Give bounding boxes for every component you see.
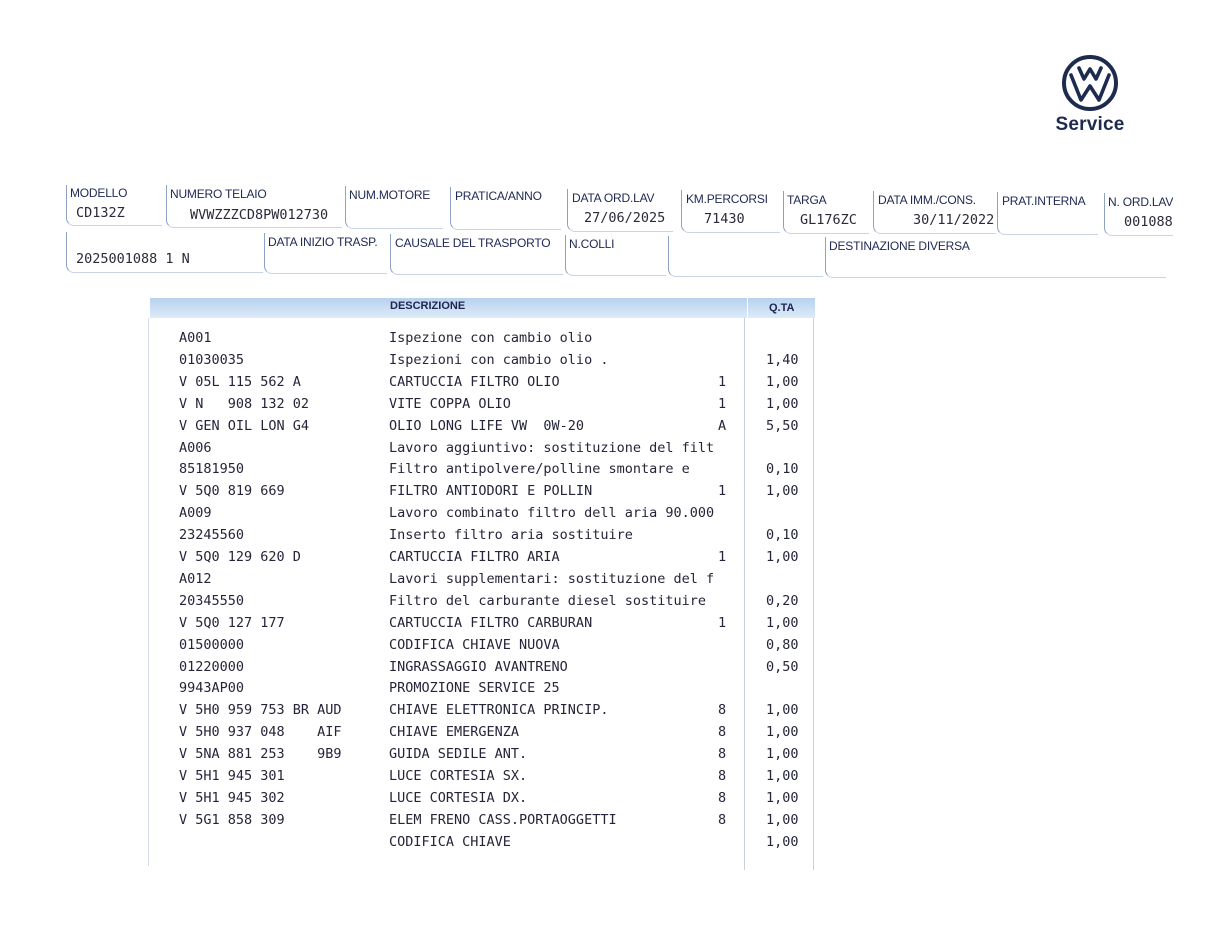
- row-description: VITE COPPA OLIO: [389, 395, 511, 412]
- row-code: V 5Q0 819 669: [179, 483, 285, 500]
- data-imm-cons-label: DATA IMM./CONS.: [878, 193, 976, 207]
- row-quantity: 1,40: [766, 351, 799, 368]
- row-description: LUCE CORTESIA SX.: [389, 768, 528, 784]
- row-description: CHIAVE EMERGENZA: [389, 724, 520, 741]
- row-description: CODIFICA CHIAVE: [389, 833, 511, 850]
- brand-text: Service: [1055, 114, 1125, 135]
- row-quantity: 5,50: [766, 417, 799, 434]
- data-imm-cons-value: 30/11/2022: [913, 212, 995, 228]
- row-code: 01030035: [179, 351, 245, 368]
- row-flag: 1: [718, 483, 727, 500]
- brand-logo: [1050, 55, 1130, 136]
- row-description: CHIAVE ELETTRONICA PRINCIP.: [389, 702, 609, 719]
- row-code: 23245560: [179, 527, 245, 544]
- data-ord-lav-label: DATA ORD.LAV: [572, 191, 655, 205]
- row-description: Ispezioni con cambio olio .: [389, 351, 609, 368]
- row-quantity: 0,20: [766, 592, 799, 609]
- descrizione-header: DESCRIZIONE: [390, 300, 466, 312]
- table-row: [0, 680, 1221, 702]
- table-row: [0, 812, 1221, 834]
- table-row: [0, 440, 1221, 462]
- row-description: CARTUCCIA FILTRO ARIA: [389, 549, 560, 565]
- table-row: [0, 571, 1221, 593]
- row-description: ELEM FRENO CASS.PORTAOGGETTI: [389, 811, 617, 828]
- row-description: Filtro del carburante diesel sostituire: [389, 592, 706, 609]
- row-quantity: 0,10: [766, 527, 799, 544]
- row-flag: 1: [718, 549, 727, 565]
- row-flag: 1: [718, 373, 727, 390]
- row-quantity: 1,00: [766, 483, 799, 500]
- table-row: [0, 637, 1221, 659]
- row-description: INGRASSAGGIO AVANTRENO: [389, 658, 568, 675]
- table-row: [0, 483, 1221, 505]
- row-quantity: 1,00: [766, 768, 799, 784]
- row-code: 01220000: [179, 658, 245, 675]
- destinazione-diversa-label: DESTINAZIONE DIVERSA: [829, 239, 970, 253]
- row-code: V 5NA 881 253 9B9: [179, 746, 342, 763]
- table-row: [0, 374, 1221, 396]
- n-ord-lav-value: 001088: [1124, 214, 1173, 230]
- table-row: [0, 724, 1221, 746]
- row-description: Ispezione con cambio olio: [389, 330, 593, 346]
- table-row: [0, 768, 1221, 790]
- table-row: [0, 834, 1221, 856]
- modello-value: CD132Z: [76, 205, 125, 221]
- row-quantity: 1,00: [766, 373, 799, 390]
- row-flag: 8: [718, 746, 727, 763]
- row-code: V 5Q0 129 620 D: [179, 549, 301, 565]
- targa-label: TARGA: [787, 193, 827, 207]
- row-quantity: 0,50: [766, 658, 799, 675]
- row-code: V 05L 115 562 A: [179, 373, 301, 390]
- row-description: FILTRO ANTIODORI E POLLIN: [389, 483, 593, 500]
- table-row: [0, 615, 1221, 637]
- row-quantity: 0,10: [766, 461, 799, 478]
- row-code: V 5H1 945 302: [179, 789, 285, 806]
- vw-logo-icon: [1062, 55, 1118, 111]
- row-description: CARTUCCIA FILTRO OLIO: [389, 373, 560, 390]
- row-code: V N 908 132 02: [179, 395, 310, 412]
- row-code: A001: [179, 330, 212, 346]
- table-row: [0, 593, 1221, 615]
- table-row: [0, 549, 1221, 571]
- row-quantity: 1,00: [766, 811, 799, 828]
- row-description: LUCE CORTESIA DX.: [389, 789, 528, 806]
- row-flag: A: [718, 417, 727, 434]
- row-description: OLIO LONG LIFE VW 0W-20: [389, 417, 585, 434]
- row-flag: 8: [718, 768, 727, 784]
- row-quantity: 1,00: [766, 395, 799, 412]
- table-row: [0, 330, 1221, 352]
- row-quantity: 1,00: [766, 746, 799, 763]
- targa-value: GL176ZC: [800, 212, 857, 228]
- row-flag: 8: [718, 702, 727, 719]
- empty-transport-cell: [668, 236, 823, 277]
- km-percorsi-label: KM.PERCORSI: [686, 192, 768, 206]
- row-description: Filtro antipolvere/polline smontare e: [389, 461, 690, 478]
- row-description: GUIDA SEDILE ANT.: [389, 746, 528, 763]
- data-inizio-trasp-label: DATA INIZIO TRASP.: [268, 235, 378, 249]
- table-row: [0, 396, 1221, 418]
- row-quantity: 1,00: [766, 614, 799, 631]
- km-percorsi-value: 71430: [704, 211, 745, 227]
- row-code: 01500000: [179, 636, 245, 653]
- row-quantity: 1,00: [766, 724, 799, 741]
- data-ord-lav-value: 27/06/2025: [584, 210, 666, 226]
- row-code: V 5Q0 127 177: [179, 614, 285, 631]
- n-ord-lav-label: N. ORD.LAV: [1108, 195, 1174, 209]
- numero-telaio-label: NUMERO TELAIO: [170, 187, 267, 201]
- numero-telaio-value: WVWZZZCD8PW012730: [190, 207, 329, 223]
- row-quantity: 1,00: [766, 789, 799, 806]
- causale-trasporto-label: CAUSALE DEL TRASPORTO: [395, 236, 551, 250]
- table-row: [0, 418, 1221, 440]
- row-code: V GEN OIL LON G4: [179, 417, 310, 434]
- table-row: [0, 790, 1221, 812]
- row-description: Lavori supplementari: sostituzione del f: [389, 570, 715, 587]
- row-flag: 8: [718, 789, 727, 806]
- row-description: Lavoro aggiuntivo: sostituzione del filt: [389, 439, 715, 456]
- pratica-anno-label: PRATICA/ANNO: [455, 189, 542, 203]
- table-row: [0, 659, 1221, 681]
- row-quantity: 1,00: [766, 549, 799, 565]
- row-code: V 5G1 858 309: [179, 811, 285, 828]
- modello-label: MODELLO: [70, 186, 128, 200]
- row-description: CARTUCCIA FILTRO CARBURAN: [389, 614, 593, 631]
- table-row: [0, 746, 1221, 768]
- row-code: A009: [179, 505, 212, 522]
- qta-header: Q.TA: [769, 302, 795, 314]
- row-code: V 5H0 959 753 BR AUD: [179, 702, 342, 719]
- ref-code-value: 2025001088 1 N: [76, 251, 190, 267]
- row-code: 9943AP00: [179, 680, 245, 697]
- row-quantity: 1,00: [766, 702, 799, 719]
- row-flag: 8: [718, 811, 727, 828]
- n-colli-label: N.COLLI: [569, 237, 615, 251]
- row-flag: 1: [718, 395, 727, 412]
- row-code: V 5H0 937 048 AIF: [179, 724, 342, 741]
- row-code: A012: [179, 570, 212, 587]
- row-quantity: 0,80: [766, 636, 799, 653]
- num-motore-label: NUM.MOTORE: [349, 188, 431, 202]
- row-code: A006: [179, 439, 212, 456]
- table-row: [0, 702, 1221, 724]
- table-row: [0, 461, 1221, 483]
- row-description: Lavoro combinato filtro dell aria 90.000: [389, 505, 715, 522]
- row-quantity: 1,00: [766, 833, 799, 850]
- table-row: [0, 527, 1221, 549]
- row-description: CODIFICA CHIAVE NUOVA: [389, 636, 560, 653]
- row-code: 85181950: [179, 461, 245, 478]
- table-row: [0, 505, 1221, 527]
- row-flag: 1: [718, 614, 727, 631]
- row-description: PROMOZIONE SERVICE 25: [389, 680, 560, 697]
- row-flag: 8: [718, 724, 727, 741]
- row-description: Inserto filtro aria sostituire: [389, 527, 633, 544]
- table-row: [0, 352, 1221, 374]
- row-code: 20345550: [179, 592, 245, 609]
- prat-interna-label: PRAT.INTERNA: [1002, 194, 1086, 208]
- row-code: V 5H1 945 301: [179, 768, 285, 784]
